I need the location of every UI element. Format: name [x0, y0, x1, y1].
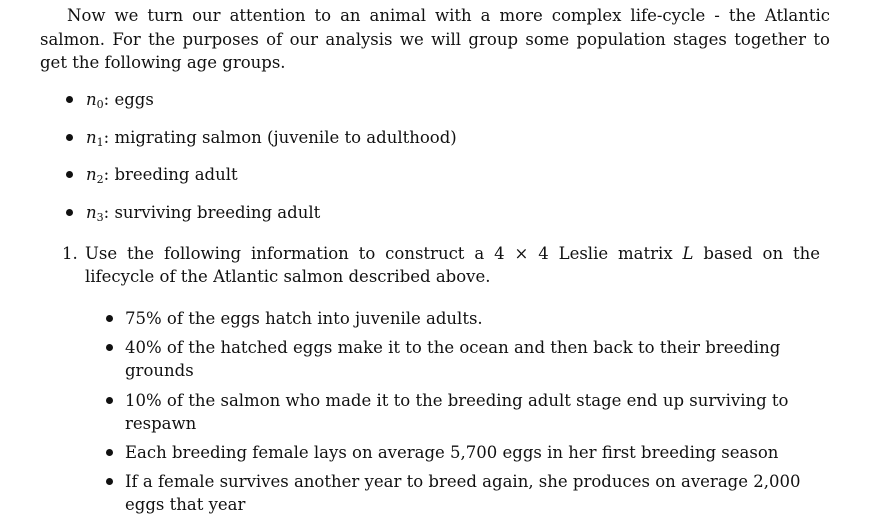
- intro-line-2: For the purposes of our analysis we will group some population stages together to get the following: [40, 29, 830, 72]
- bullet-icon: [106, 449, 113, 456]
- stage-subscript: 1: [96, 135, 104, 149]
- list-item: [62, 126, 457, 164]
- list-item: [104, 441, 826, 464]
- question-number: 1.: [62, 244, 78, 263]
- age-group-list: [62, 88, 457, 238]
- bullet-icon: [106, 397, 113, 404]
- fact-text: 40% of the hatched eggs make it to the ocean and then back to their breeding grounds: [125, 338, 781, 381]
- question-text-before: Use the following information to construct a 4 × 4 Leslie matrix: [85, 244, 683, 263]
- stage-variable: n: [86, 165, 97, 184]
- list-item: [104, 470, 826, 516]
- intro-line-1: Now we turn our attention to an animal with a more complex life-cycle - the Atlantic salmon.: [40, 6, 830, 49]
- facts-list: [104, 307, 826, 522]
- list-item: [104, 336, 826, 382]
- matrix-symbol: L: [682, 244, 694, 263]
- stage-subscript: 2: [96, 173, 104, 186]
- bullet-icon: [66, 171, 73, 178]
- stage-subscript: 3: [96, 210, 104, 224]
- question-text-after: based on the lifecycle of the Atlantic salmon described above.: [85, 244, 820, 286]
- question-text: [85, 242, 820, 288]
- list-item: [62, 88, 457, 126]
- stage-variable: n: [86, 90, 97, 109]
- bullet-icon: [66, 96, 73, 103]
- stage-description: : breeding adult: [103, 165, 238, 184]
- stage-variable: n: [86, 202, 97, 222]
- fact-text: 10% of the salmon who made it to the breeding adult stage end up surviving to respawn: [125, 390, 789, 433]
- stage-variable: n: [86, 127, 97, 147]
- bullet-icon: [66, 209, 73, 216]
- bullet-icon: [106, 344, 113, 351]
- list-item: [62, 163, 457, 201]
- bullet-icon: [106, 478, 113, 485]
- stage-description: : surviving breeding adult: [103, 202, 321, 222]
- fact-text: Each breeding female lays on average 5,700 eggs in her first breeding season: [125, 442, 779, 462]
- intro-paragraph: [40, 4, 830, 75]
- stage-description: : migrating salmon (juvenile to adulthood): [103, 127, 457, 147]
- fact-text: 75% of the eggs hatch into juvenile adults.: [125, 309, 483, 328]
- bullet-icon: [66, 134, 73, 141]
- stage-subscript: 0: [96, 98, 104, 111]
- fact-text: If a female survives another year to breed again, she produces on average 2,000 eggs that year: [125, 472, 801, 515]
- list-item: [104, 389, 826, 435]
- bullet-icon: [106, 315, 113, 322]
- stage-description: : eggs: [103, 90, 154, 109]
- list-item: [104, 307, 826, 330]
- intro-line-3: age groups.: [186, 53, 286, 72]
- list-item: [62, 201, 457, 239]
